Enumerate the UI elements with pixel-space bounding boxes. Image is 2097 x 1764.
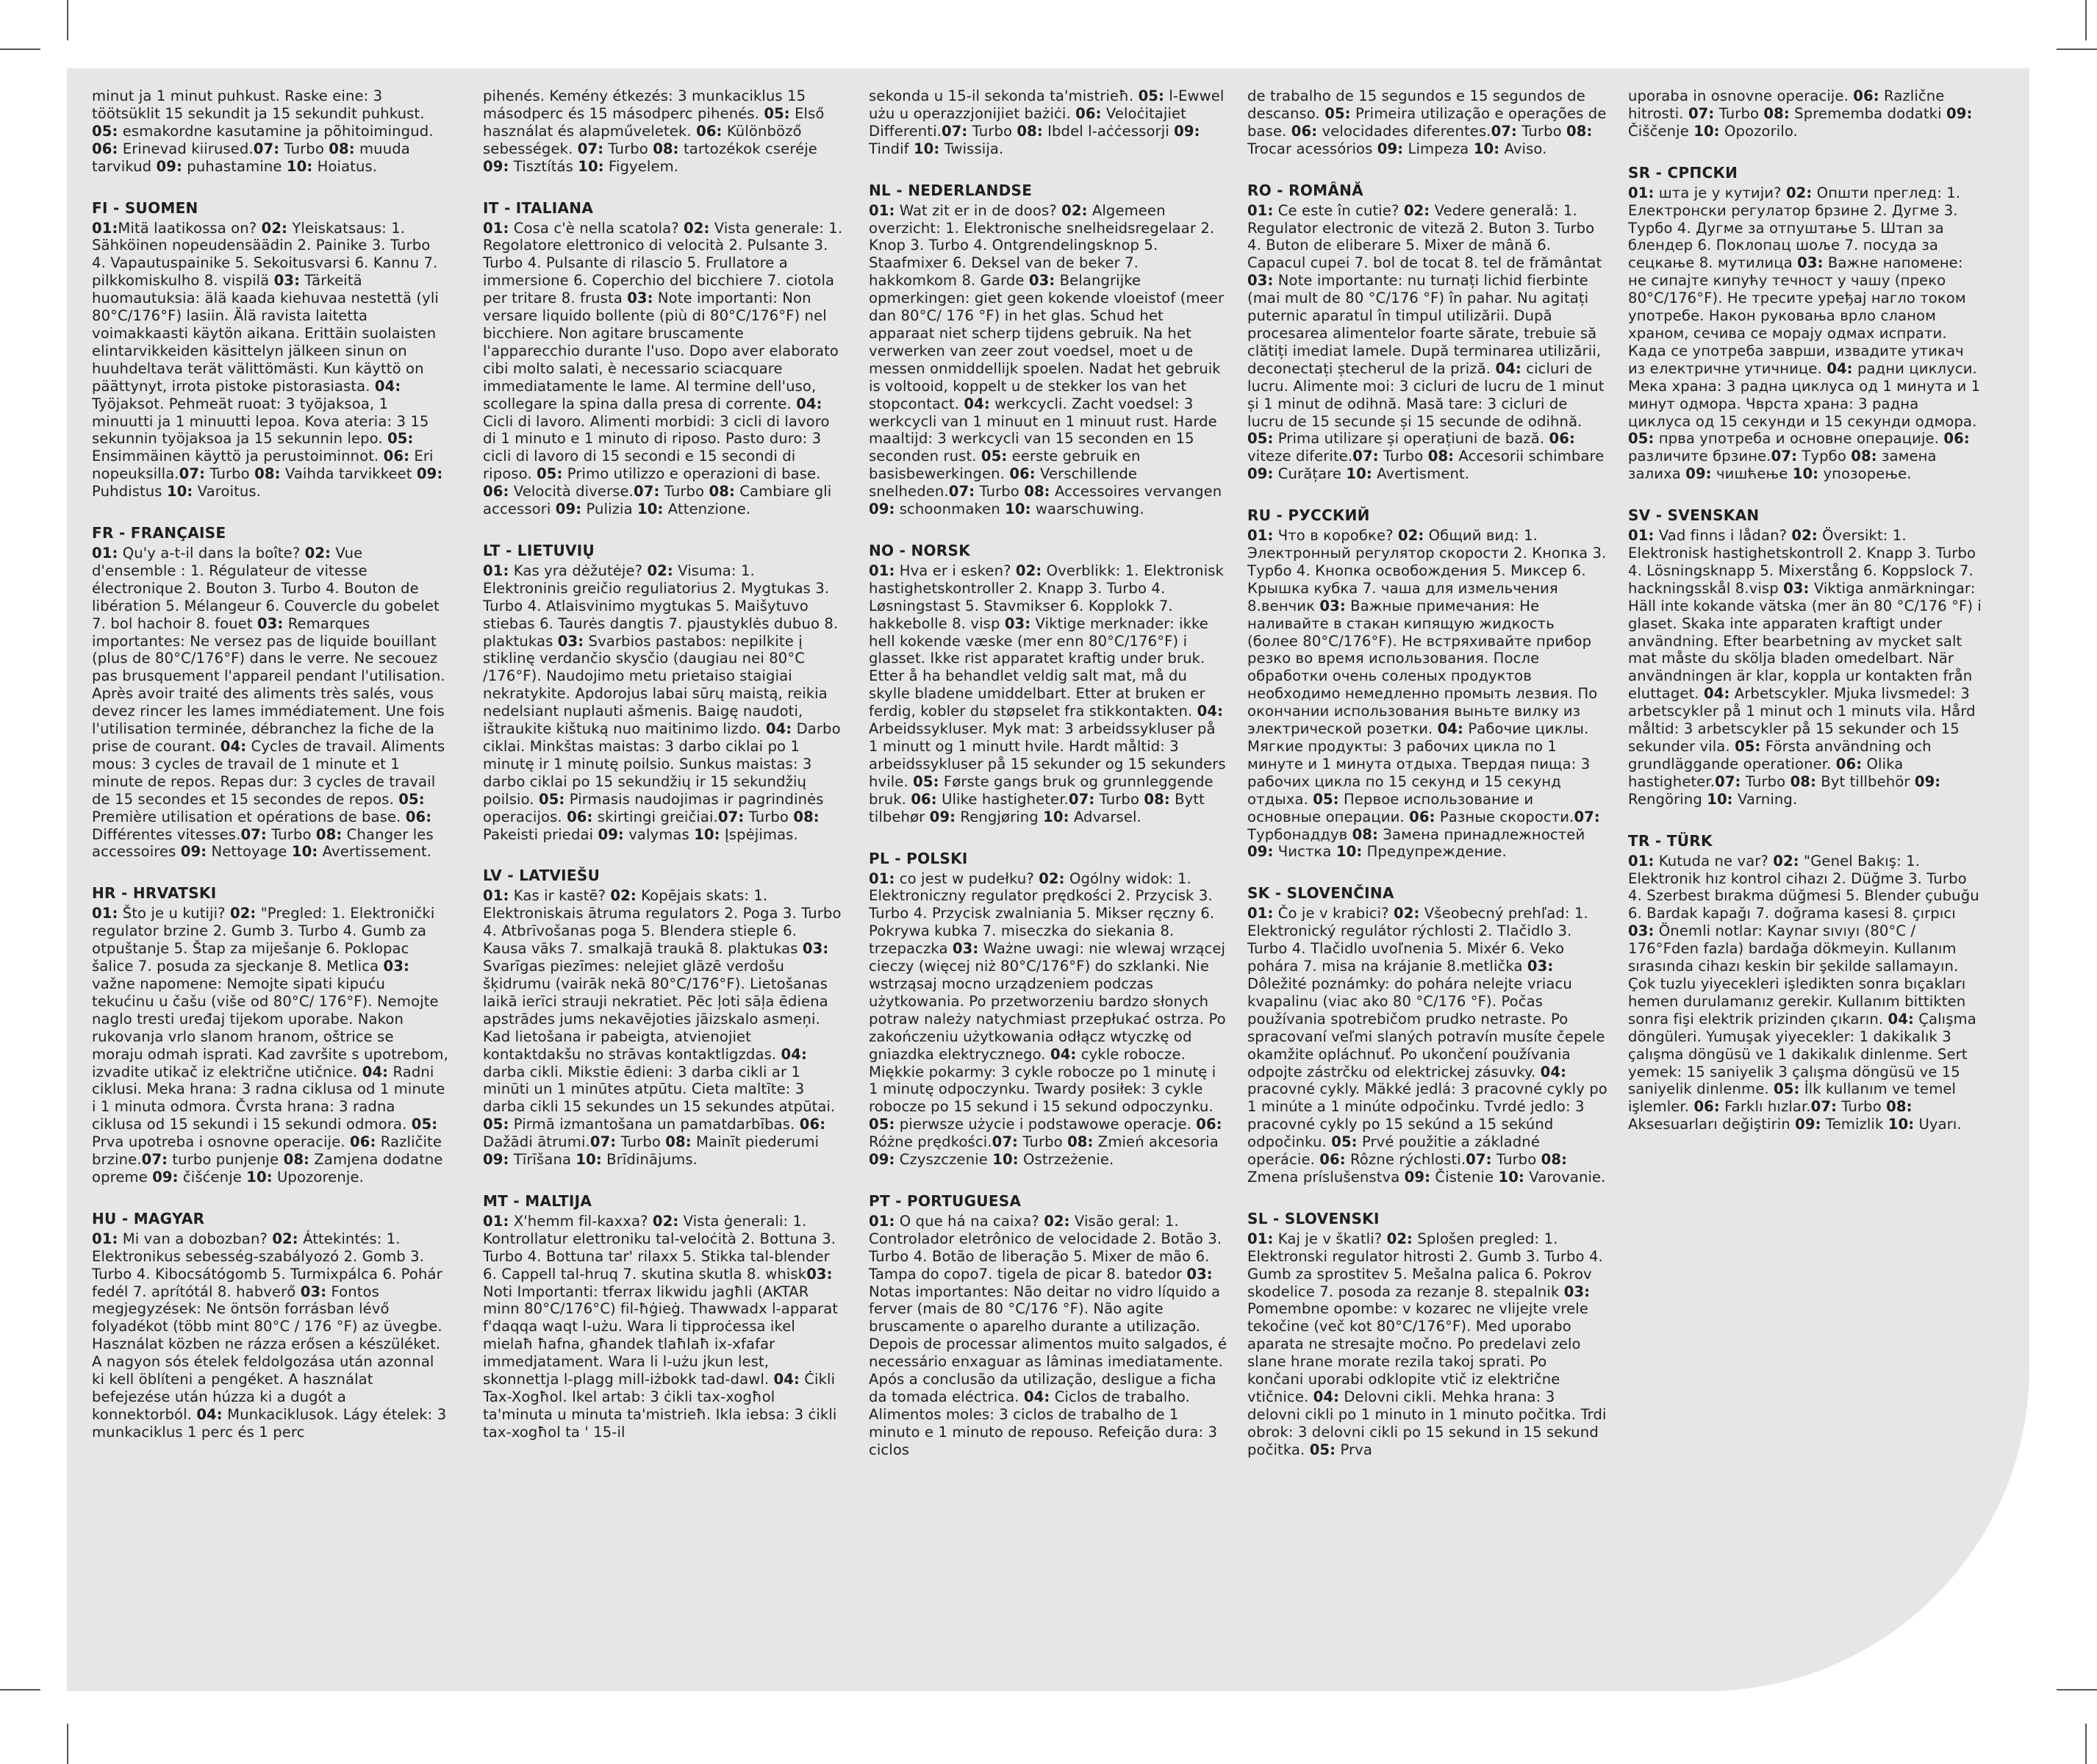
item-number: 06: [1409, 808, 1435, 825]
item-number: 07: [1352, 448, 1379, 465]
item-number: 10: [1473, 140, 1500, 157]
item-number: 01: [1628, 852, 1655, 870]
item-number: 08: [1067, 1133, 1094, 1151]
item-number: 04: [781, 1045, 807, 1063]
item-number: 05: [913, 772, 939, 790]
item-number: 07: [941, 122, 968, 140]
item-number: 09: [555, 501, 582, 518]
language-section [869, 182, 1229, 518]
item-number: 04: [362, 1063, 389, 1080]
item-number: 04: [1313, 1388, 1340, 1405]
item-number: 03: [1783, 579, 1810, 597]
section-text: pihenés. Kemény étkezés: 3 munkaciklus 15 másodperc és 15 másodperc pihenés. 05: Első használat és alapműveletek. 06: Különböző sebességek. 07: Turbo 08: tartozékok cseréje 09: Tisztítás 10: Figyelem. [483, 87, 825, 175]
item-number: 06: [1853, 87, 1879, 104]
language-section [1247, 506, 1607, 861]
language-section [1247, 182, 1607, 484]
language-heading: SV - SVENSKAN [1628, 506, 1760, 525]
language-heading: HR - HRVATSKI [92, 884, 217, 903]
item-number: 04: [1888, 1010, 1914, 1028]
item-number: 09: [598, 825, 624, 843]
section-text: 01: Что в коробке? 02: Общий вид: 1. Электронный регулятор скорости 2. Кнопка 3. Турбо 4. Кнопка освобождения 5. Миксер 6. Крышка кубка 7. чаша для измельчения 8.венчик 03: Важные примечания: Не наливайте в стакан кипящую жидкость (более 80°C/176°F). Не встряхивайте прибор резко во время использования. После обработки очень соленых продуктов необходимо немедленно промыть лезвия. По окончании использования выньте вилку из электрической розетки. 04: Рабочие циклы. Мягкие продукты: 3 рабочих цикла по 1 минуте и 1 минута отдыха. Твердая пища: 3 рабочих цикла по 15 секунд и 15 секунд отдыха. 05: Первое использование и основные операции. 06: Разные скорости.07: Турбонаддув 08: Замена принадлежностей 09: Чистка 10: Предупреждение. [1247, 527, 1607, 861]
item-number: 05: [1309, 1441, 1336, 1458]
item-number: 02: [1061, 201, 1088, 219]
language-section [92, 199, 448, 501]
section-text: 01: Vad finns i lådan? 02: Översikt: 1. Elektronisk hastighetskontroll 2. Knapp 3. Turbo 4. Lösningsknapp 5. Mixerstång 6. Koppslock 7. hackningsskål 8.visp 03: Viktiga anmärkningar: Häll inte kokande vätska (mer än 80 °C/176 °F) i glaset. Skaka inte apparaten kraftigt under användning. Efter bearbetning av mycket salt mat måste du skölja bladen omedelbart. När användningen är klar, koppla ur kontakten från eluttaget. 04: Arbetscykler. Mjuka livsmedel: 3 arbetscykler på 1 minut och 1 minuts vila. Hård måltid: 3 arbetscykler på 15 sekunder och 15 sekunder vila. 05: Första användning och grundläggande operationer. 06: Olika hastigheter.07: Turbo 08: Byt tillbehör 09: Rengöring 10: Varning. [1628, 527, 1982, 808]
item-number: 08: [1017, 122, 1043, 140]
item-number: 04: [1827, 359, 1853, 377]
language-heading: SL - SLOVENSKI [1247, 1209, 1380, 1227]
section-text: 01: Kas ir kastē? 02: Kopējais skats: 1. Elektroniskais ātruma regulators 2. Poga 3. Turbo 4. Atbrīvošanas poga 5. Blendera stieple 6. Kausa vāks 7. smalkajā traukā 8. plaktukas 03: Svarīgas piezīmes: nelejiet glāzē verdošu šķidrumu (vairāk nekā 80°C/176°F). Lietošanas laikā ierīci strauji nekratiet. Pēc ļoti sāļa ēdiena apstrādes jums nekavējoties jāizskalo asmeņi. Kad lietošana ir pabeigta, atvienojiet kontaktdakšu no strāvas kontaktligzdas. 04: darba cikli. Mikstie ēdieni: 3 darba cikli ar 1 minūti un 1 minūtes atpūtu. Cieta maltīte: 3 darba cikli 15 sekundes un 15 sekundes atpūtai. 05: Pirmā izmantošana un pamatdarbības. 06: Dažādi ātrumi.07: Turbo 08: Mainīt piederumi 09: Tīrīšana 10: Brīdinājums. [483, 887, 842, 1169]
language-heading: PT - PORTUGUESA [869, 1191, 1022, 1210]
item-number: 04: [1023, 1388, 1050, 1405]
item-number: 09: [1174, 122, 1200, 140]
item-number: 08: [665, 1133, 692, 1151]
language-section [869, 850, 1229, 1169]
section-text: 01:Mitä laatikossa on? 02: Yleiskatsaus: 1. Sähköinen nopeudensäädin 2. Painike 3. Turbo 4. Vapautuspainike 5. Sekoitusvarsi 6. Kannu 7. pilkkomiskulho 8. vispilä 03: Tärkeitä huomautuksia: älä kaada kiehuvaa nestettä (yli 80°C/176°F) lasiin. Älä ravista laitetta voimakkaasti käytön aikana. Erittäin suolaisten elintarvikkeiden käsittelyn jälkeen sinun on huuhdeltava terät välittömästi. Kun käyttö on päättynyt, irrota pistoke pistorasiasta. 04: Työjaksot. Pehmeät ruoat: 3 työjaksoa, 1 minuutti ja 1 minuutti lepoa. Kova ateria: 3 15 sekunnin työjaksoa ja 15 sekunnin lepo. 05: Ensimmäinen käyttö ja perustoiminnot. 06: Eri nopeuksilla.07: Turbo 08: Vaihda tarvikkeet 09: Puhdistus 10: Varoitus. [92, 219, 443, 501]
item-number: 07: [1810, 1098, 1838, 1116]
item-number: 03: [273, 272, 301, 290]
item-number: 03: [557, 632, 584, 650]
item-number: 05: [1313, 790, 1339, 808]
item-number: 03: [1628, 922, 1655, 940]
language-heading: MT - MALTIJA [483, 1191, 592, 1210]
language-section [1247, 884, 1607, 1186]
item-number: 01: [869, 1212, 895, 1230]
item-number: 07: [1688, 104, 1715, 122]
item-number: 08: [254, 465, 281, 483]
item-number: 06: [350, 1133, 376, 1151]
item-number: 08: [315, 825, 343, 843]
item-number: 04: [1540, 1063, 1567, 1080]
language-section [1247, 1210, 1607, 1459]
language-section [483, 199, 843, 518]
item-number: 06: [1196, 1116, 1222, 1133]
item-number: 06: [1549, 430, 1575, 448]
item-number: 07: [1491, 122, 1517, 140]
item-number: 01: [92, 1230, 118, 1247]
item-number: 04: [1050, 1045, 1077, 1063]
item-number: 02: [610, 887, 637, 905]
crop-mark [0, 1689, 40, 1690]
item-number: 09: [156, 157, 182, 175]
item-number: 06: [696, 122, 723, 140]
language-heading: LV - LATVIEŠU [483, 867, 601, 885]
item-number: 10: [1693, 122, 1720, 140]
section-text: 01: Kas yra dėžutėje? 02: Visuma: 1. Elektroninis greičio reguliatorius 2. Mygtukas 3. Turbo 4. Atlaisvinimo mygtukas 5. Maišytuvo stiebas 6. Taurės dangtis 7. pjaustyklės dubuo 8. plaktukas 03: Svarbios pastabos: nepilkite į stiklinę verdančio skysčio (daugiau nei 80°C /176°F). Naudojimo metu prietaiso staigiai nekratykite. Apdorojus labai sūrų maistą, reikia nedelsiant nuplauti ašmenis. Baigę naudoti, ištraukite kištuką nuo maitinimo lizdo. 04: Darbo ciklai. Minkštas maistas: 3 darbo ciklai po 1 minutę ir 1 minutę poilsio. Sunkus maistas: 3 darbo ciklai po 15 sekundžių ir 15 sekundžių poilsio. 05: Pirmasis naudojimas ir pagrindinės operacijos. 06: skirtingi greičiai.07: Turbo 08: Pakeisti priedai 09: valymas 10: Įspėjimas. [483, 562, 841, 843]
item-number: 10: [578, 157, 604, 175]
language-heading: FR - FRANÇAISE [92, 524, 226, 542]
item-number: 09: [1404, 1168, 1431, 1186]
item-number: 08: [1427, 448, 1455, 465]
language-section [1628, 164, 1985, 483]
item-number: 07: [1574, 808, 1600, 825]
item-number: 06: [1009, 465, 1036, 483]
item-number: 06: [92, 140, 118, 157]
item-number: 10: [637, 501, 664, 518]
item-number: 08: [793, 808, 820, 825]
item-number: 10: [1498, 1168, 1524, 1186]
section-text: 01: Čo je v krabici? 02: Všeobecný prehľad: 1. Elektronický regulátor rýchlosti 2. Tlačidlo 3. Turbo 4. Tlačidlo uvoľnenia 5. Mixér 6. Veko pohára 7. misa na krájanie 8.metlička 03: Dôležité poznámky: do pohára nelejte vriacu kvapalinu (viac ako 80 °C/176 °F). Počas používania spotrebičom prudko netraste. Po spracovaní veľmi slaných potravín musíte čepele okamžite opláchnuť. Po ukončení používania odpojte zástrčku od elektrickej zásuvky. 04: pracovné cykly. Mäkké jedlá: 3 pracovné cykly po 1 minúte a 1 minúte odpočinku. Tvrdé jedlo: 3 pracovné cykly po 15 sekúnd a 15 sekúnd odpočinku. 05: Prvé použitie a základné operácie. 06: Rôzne rýchlosti.07: Turbo 08: Zmena príslušenstva 09: Čistenie 10: Varovanie. [1247, 905, 1607, 1186]
item-number: 02: [1394, 905, 1420, 922]
item-number: 01: [483, 887, 509, 905]
item-number: 02: [1044, 1212, 1070, 1230]
item-number: 01: [1247, 527, 1274, 545]
language-section [869, 87, 1229, 158]
item-number: 06: [799, 1116, 826, 1133]
item-number: 02: [1773, 852, 1799, 870]
text-column [869, 87, 1229, 1482]
item-number: 05: [981, 448, 1008, 465]
item-number: 02: [652, 1212, 679, 1230]
item-number: 05: [398, 790, 425, 808]
item-number: 01: [869, 562, 895, 579]
item-number: 01: [1247, 905, 1274, 922]
item-number: 03: [257, 614, 284, 632]
item-number: 04: [220, 738, 247, 755]
item-number: 07: [948, 483, 975, 501]
item-number: 07: [577, 140, 604, 157]
item-number: 09: [152, 1168, 179, 1186]
item-number: 04: [796, 395, 822, 412]
item-number: 02: [1386, 1230, 1413, 1247]
item-number: 01: [483, 1212, 509, 1230]
item-number: 02: [229, 905, 257, 922]
item-number: 04: [1704, 685, 1730, 703]
item-number: 02: [684, 219, 710, 237]
item-number: 09: [483, 157, 509, 175]
item-number: 05: [92, 122, 118, 140]
item-number: 05: [764, 104, 790, 122]
item-number: 09: [1685, 465, 1712, 483]
item-number: 06: [383, 448, 410, 465]
item-number: 10: [1336, 843, 1363, 861]
section-text: 01: Mi van a dobozban? 02: Áttekintés: 1. Elektronikus sebesség-szabályozó 2. Gomb 3. Turbo 4. Kibocsátógomb 5. Turmixpálca 6. Pohár fedél 7. aprítótál 8. habverő 03: Fontos megjegyzések: Ne öntsön forrásban lévő folyadékot (több mint 80°C / 176 °F) az üvegbe. Használat közben ne rázza erősen a készüléket. A nagyon sós ételek feldolgozása után azonnal ki kell öblíteni a pengéket. A használat befejezése után húzza ki a dugót a konnektorból. 04: Munkaciklusok. Lágy ételek: 3 munkaciklus 1 perc és 1 perc [92, 1230, 447, 1441]
item-number: 06: [1075, 104, 1102, 122]
language-heading: SK - SLOVENČINA [1247, 884, 1394, 903]
item-number: 07: [1715, 772, 1741, 790]
item-number: 05: [869, 1116, 895, 1133]
item-number: 10: [286, 157, 313, 175]
item-number: 10: [576, 1151, 602, 1169]
crop-mark [2057, 1689, 2097, 1690]
item-number: 10: [1792, 465, 1819, 483]
item-number: 05: [1138, 87, 1164, 104]
item-number: 10: [1005, 501, 1031, 518]
item-number: 04: [1197, 703, 1224, 720]
item-number: 05: [483, 1116, 509, 1133]
crop-mark [67, 1724, 68, 1764]
item-number: 03: [1527, 958, 1554, 975]
item-number: 03: [1563, 1283, 1591, 1300]
item-number: 10: [694, 825, 720, 843]
section-text: minut ja 1 minut puhkust. Raske eine: 3 töötsüklit 15 sekundit ja 15 sekundit puhkust. 05: esmakordne kasutamine ja põhitoimingud. 06: Erinevad kiirused.07: Turbo 08: muuda tarvikud 09: puhastamine 10: Hoiatus. [92, 87, 434, 175]
item-number: 03: [802, 940, 829, 958]
language-section [483, 542, 843, 844]
item-number: 06: [1291, 122, 1318, 140]
item-number: 01: [483, 219, 509, 237]
item-number: 08: [1352, 825, 1378, 843]
item-number: 05: [1774, 1080, 1800, 1098]
item-number: 09: [1377, 140, 1404, 157]
item-number: 02: [261, 219, 287, 237]
item-number: 06: [1835, 755, 1863, 772]
section-text: 01: Wat zit er in de doos? 02: Algemeen overzicht: 1. Elektronische snelheidsregelaar 2. Knop 3. Turbo 4. Ontgrendelingsknop 5. Staafmixer 6. Deksel van de beker 7. hakkomkom 8. Garde 03: Belangrijke opmerkingen: giet geen kokende vloeistof (meer dan 80°C/ 176 °F) in het glas. Schud het apparaat niet scherp tijdens gebruik. Na het verwerken van zeer zout voedsel, moet u de messen onmiddellijk spoelen. Nadat het gebruik is voltooid, koppelt u de stekker los van het stopcontact. 04: werkcycli. Zacht voedsel: 3 werkcycli van 1 minuut en 1 minuut rust. Harde maaltijd: 3 werkcycli van 15 seconden en 15 seconden rust. 05: eerste gebruik en basisbewerkingen. 06: Verschillende snelheden.07: Turbo 08: Accessoires vervangen 09: schoonmaken 10: waarschuwing. [869, 201, 1225, 518]
item-number: 06: [1943, 430, 1970, 448]
item-number: 06: [483, 483, 509, 501]
item-number: 09: [1946, 104, 1973, 122]
language-heading: NL - NEDERLANDSE [869, 181, 1033, 199]
item-number: 07: [141, 1151, 168, 1169]
item-number: 09: [869, 1151, 895, 1169]
item-number: 06: [1319, 1151, 1346, 1169]
language-section [1628, 832, 1985, 1134]
section-text: 01: шта је у кутији? 02: Општи преглед: 1. Електронски регулатор брзине 2. Дугме 3. Турбо 4. Дугме за отпуштање 5. Штап за блендер 6. Поклопац шоље 7. посуда за сецкање 8. мутилица 03: Важне напомене: не сипајте кипућу течност у чашу (преко 80°C/176°F). Не тресите уређај нагло током употребе. Након руковања врло сланом храном, сечива се морају одмах испрати. Када се употреба заврши, извадите утикач из електричне утичнице. 04: радни циклуси. Мека храна: 3 радна циклуса од 1 минута и 1 минут одмора. Чврста храна: 3 радна циклуса од 15 секунди и 15 секунди одмора. 05: прва употреба и основне операције. 06: различите брзине.07: Турбо 08: замена залиха 09: чишћење 10: упозорење. [1628, 184, 1981, 483]
item-number: 10: [166, 483, 193, 501]
item-number: 04: [964, 395, 990, 412]
item-number: 09: [483, 1151, 509, 1169]
crop-mark [2085, 0, 2087, 40]
item-number: 03: [1028, 272, 1055, 290]
section-text: 01: Qu'y a-t-il dans la boîte? 02: Vue d'ensemble : 1. Régulateur de vitesse électronique 2. Bouton 3. Turbo 4. Bouton de libération 5. Mélangeur 6. Couvercle du gobelet 7. bol hachoir 8. fouet 03: Remarques importantes: Ne versez pas de liquide bouillant (plus de 80°C/176°F) dans le verre. Ne secouez pas brusquement l'appareil pendant l'utilisation. Après avoir traité des aliments très salés, vous devez rincer les lames immédiatement. Une fois l'utilisation terminée, débranchez la fiche de la prise de courant. 04: Cycles de travail. Aliments mous: 3 cycles de travail de 1 minute et 1 minute de repos. Repas dur: 3 cycles de travail de 15 secondes et 15 secondes de repos. 05: Première utilisation et opérations de base. 06: Différentes vitesses.07: Turbo 08: Changer les accessoires 09: Nettoyage 10: Avertissement. [92, 545, 445, 861]
section-text: sekonda u 15-il sekonda ta'mistrieħ. 05: l-Ewwel użu u operazzjonijiet bażiċi. 06: Veloċitajiet Differenti.07: Turbo 08: Ibdel l-aċċessorji 09: Tindif 10: Twissija. [869, 87, 1225, 157]
item-number: 09: [1247, 843, 1274, 861]
item-number: 05: [387, 430, 414, 448]
item-number: 03: [806, 1265, 833, 1283]
language-section [92, 884, 448, 1186]
language-section [869, 1192, 1229, 1459]
language-section [1628, 506, 1985, 808]
item-number: 04: [1437, 720, 1463, 738]
section-text: 01: co jest w pudełku? 02: Ogólny widok: 1. Elektroniczny regulator prędkości 2. Przycisk 3. Turbo 4. Przycisk zwalniania 5. Mikser ręczny 6. Pokrywa kubka 7. miseczka do siekania 8. trzepaczka 03: Ważne uwagi: nie wlewaj wrzącej cieczy (więcej niż 80°C/176°F) do szklanki. Nie wstrząsaj mocno urządzeniem podczas użytkowania. Po przetworzeniu bardzo słonych potraw należy natychmiast przepłukać ostrza. Po zakończeniu użytkowania odłącz wtyczkę od gniazdka elektrycznego. 04: cykle robocze. Miękkie pokarmy: 3 cykle robocze po 1 minutę i 1 minutę odpoczynku. Twardy posiłek: 3 cykle robocze po 15 sekund i 15 sekund odpoczynku. 05: pierwsze użycie i podstawowe operacje. 06: Różne prędkości.07: Turbo 08: Zmień akcesoria 09: Czyszczenie 10: Ostrzeżenie. [869, 870, 1226, 1169]
item-number: 02: [1397, 527, 1424, 545]
item-number: 07: [634, 483, 660, 501]
item-number: 09: [1914, 772, 1941, 790]
section-text: uporaba in osnovne operacije. 06: Različne hitrosti. 07: Turbo 08: Sprememba dodatki 09: Čiščenje 10: Opozorilo. [1628, 87, 1973, 140]
item-number: 08: [709, 483, 735, 501]
item-number: 08: [329, 140, 355, 157]
item-number: 02: [1785, 184, 1813, 201]
item-number: 09: [929, 808, 956, 825]
item-number: 09: [1795, 1116, 1821, 1133]
section-text: de trabalho de 15 segundos e 15 segundos de descanso. 05: Primeira utilização e operações de base. 06: velocidades diferentes.07: Turbo 08: Trocar acessórios 09: Limpeza 10: Aviso. [1247, 87, 1607, 157]
language-heading: PL - POLSKI [869, 849, 968, 867]
item-number: 08: [1024, 483, 1050, 501]
text-column [92, 87, 448, 1465]
item-number: 07: [179, 465, 206, 483]
item-number: 03: [952, 940, 979, 958]
item-number: 05: [411, 1116, 438, 1133]
item-number: 08: [1886, 1098, 1913, 1116]
item-number: 08: [1541, 1151, 1568, 1169]
item-number: 07: [1771, 448, 1798, 465]
item-number: 10: [1043, 808, 1069, 825]
language-section [869, 542, 1229, 826]
language-heading: HU - MAGYAR [92, 1209, 205, 1227]
item-number: 02: [304, 545, 331, 562]
item-number: 01: [92, 545, 118, 562]
language-heading: RO - ROMÂNĂ [1247, 181, 1363, 199]
item-number: 05: [537, 465, 563, 483]
language-section [92, 87, 448, 176]
item-number: 03: [1247, 272, 1274, 290]
item-number: 01: [869, 201, 895, 219]
text-column [1247, 87, 1607, 1482]
item-number: 10: [913, 140, 940, 157]
language-section [92, 1210, 448, 1441]
language-section [483, 87, 843, 176]
section-text: 01: Ce este în cutie? 02: Vedere generală: 1. Regulator electronic de viteză 2. Buton 3. Turbo 4. Buton de eliberare 5. Mixer de mână 6. Capacul cupei 7. bol de tocat 8. tel de frământat 03: Note importante: nu turnați lichid fierbinte (mai mult de 80 °C/176 °F) în pahar. Nu agitați puternic aparatul în timpul utilizării. După procesarea alimentelor foarte sărate, trebuie să clătiți imediat lamele. După terminarea utilizării, deconectați ștecherul de la priză. 04: cicluri de lucru. Alimente moi: 3 cicluri de lucru de 1 minut și 1 minut de odihnă. Masă tare: 3 cicluri de lucru de 15 secunde și 15 secunde de odihnă. 05: Prima utilizare și operațiuni de bază. 06: viteze diferite.07: Turbo 08: Accesorii schimbare 09: Curățare 10: Avertisment. [1247, 201, 1605, 483]
item-number: 01: [92, 219, 118, 237]
item-number: 06: [567, 808, 593, 825]
item-number: 08: [283, 1151, 309, 1169]
section-text: 01: X'hemm fil-kaxxa? 02: Vista ġenerali: 1. Kontrollatur elettroniku tal-veloċità 2. Bottuna 3. Turbo 4. Bottuna tar' rilaxx 5. Stikka tal-blender 6. Cappell tal-hruq 7. skutina skutla 8. whisk03: Noti Importanti: tferrax likwidu jagħli (AKTAR minn 80°C/176°C) fil-ħġieġ. Thawwadx l-apparat f'daqqa waqt l-użu. Wara li tipproċessa ikel mielaħ ħafna, għandek tlaħlaħ ix-xfafar immedjatament. Wara li l-użu jkun lest, skonnettja l-plagg mill-iżbokk tad-dawl. 04: Ċikli Tax-Xogħol. Ikel artab: 3 ċikli tax-xogħol ta'minuta u minuta ta'mistrieħ. Ikla iebsa: 3 ċikli tax-xogħol ta ' 15-il [483, 1212, 839, 1441]
item-number: 07: [589, 1133, 617, 1151]
item-number: 02: [647, 562, 673, 579]
language-heading: LT - LIETUVIŲ [483, 541, 595, 559]
item-number: 05: [538, 790, 565, 808]
item-number: 05: [1628, 430, 1655, 448]
item-number: 10: [1346, 465, 1372, 483]
item-number: 04: [196, 1405, 223, 1423]
item-number: 03: [1004, 614, 1031, 632]
item-number: 10: [992, 1151, 1019, 1169]
language-section [483, 1192, 843, 1441]
item-number: 01: [1247, 1230, 1274, 1247]
item-number: 01: [869, 870, 895, 887]
item-number: 07: [1466, 1151, 1492, 1169]
section-text: 01: Što je u kutiji? 02: "Pregled: 1. Elektronički regulator brzine 2. Gumb 3. Turbo 4. Gumb za otpuštanje 5. Štap za miješanje 6. Poklopac šalice 7. posuda za sjeckanje 8. Metlica 03: važne napomene: Nemojte sipati kipuću tekućinu u čašu (više od 80°C/ 176°F). Nemojte naglo tresti uređaj tijekom uporabe. Nakon rukovanja vrlo slanom hranom, oštrice se moraju odmah isprati. Kad završite s upotrebom, izvadite utikač iz električne utičnice. 04: Radni ciklusi. Meka hrana: 3 radna ciklusa od 1 minute i 1 minuta odmora. Čvrsta hrana: 3 radna ciklusa od 15 sekundi i 15 sekundi odmora. 05: Prva upotreba i osnovne operacije. 06: Različite brzine.07: turbo punjenje 08: Zamjena dodatne opreme 09: čišćenje 10: Upozorenje. [92, 905, 448, 1186]
item-number: 05: [1247, 430, 1274, 448]
section-text: 01: Cosa c'è nella scatola? 02: Vista generale: 1. Regolatore elettronico di velocità 2. Pulsante 3. Turbo 4. Pulsante di rilascio 5. Frullatore a immersione 6. Coperchio del bicchiere 7. ciotola per tritare 8. frusta 03: Note importanti: Non versare liquido bollente (più di 80°C/176°F) nel bicchiere. Non agitare bruscamente l'apparecchio durante l'uso. Dopo aver elaborato cibi molto salati, è necessario sciacquare immediatamente le lame. Al termine dell'uso, scollegare la spina dalla presa di corrente. 04: Cicli di lavoro. Alimenti morbidi: 3 cicli di lavoro di 1 minuto e 1 minuto di riposo. Pasto duro: 3 cicli di lavoro di 15 secondi e 15 secondi di riposo. 05: Primo utilizzo e operazioni di base. 06: Velocità diverse.07: Turbo 08: Cambiare gli accessori 09: Pulizia 10: Attenzione. [483, 219, 843, 518]
item-number: 07: [1068, 790, 1095, 808]
item-number: 06: [405, 808, 432, 825]
language-heading: FI - SUOMEN [92, 198, 198, 217]
section-text: 01: Hva er i esken? 02: Overblikk: 1. Elektronisk hastighetskontroller 2. Knapp 3. Turbo 4. Løsningstast 5. Stavmikser 6. Kopplokk 7. hakkebolle 8. visp 03: Viktige merknader: ikke hell kokende væske (mer enn 80°C/176°F) i glasset. Ikke rist apparatet kraftig under bruk. Etter å ha behandlet veldig salt mat, må du skylle bladene umiddelbart. Etter at bruken er ferdig, kobler du støpselet fra stikkontakten. 04: Arbeidssykluser. Myk mat: 3 arbeidssykluser på 1 minutt og 1 minutt hvile. Hardt måltid: 3 arbeidssykluser på 15 sekunder og 15 sekunders hvile. 05: Første gangs bruk og grunnleggende bruk. 06: Ulike hastigheter.07: Turbo 08: Bytt tilbehør 09: Rengjøring 10: Advarsel. [869, 562, 1226, 825]
section-text: 01: O que há na caixa? 02: Visão geral: 1. Controlador eletrônico de velocidade 2. Botão 3. Turbo 4. Botão de liberação 5. Mixer de mão 6. Tampa do copo7. tigela de picar 8. batedor 03: Notas importantes: Não deitar no vidro líquido a ferver (mais de 80 °C/176 °F). Não agite bruscamente o aparelho durante a utilização. Depois de processar alimentos muito salgados, é necessário enxaguar as lâminas imediatamente. Após a conclusão da utilização, desligue a ficha da tomada eléctrica. 04: Ciclos de trabalho. Alimentos moles: 3 ciclos de trabalho de 1 minuto e 1 minuto de repouso. Refeição dura: 3 ciclos [869, 1212, 1227, 1458]
item-number: 05: [1324, 104, 1351, 122]
item-number: 04: [773, 1371, 800, 1388]
language-heading: RU - РУССКИЙ [1247, 506, 1370, 525]
language-heading: NO - NORSK [869, 541, 971, 559]
item-number: 03: [383, 958, 409, 975]
item-number: 09: [180, 843, 207, 861]
item-number: 08: [1144, 790, 1170, 808]
item-number: 10: [1707, 790, 1733, 808]
item-number: 01: [1628, 527, 1655, 545]
item-number: 08: [653, 140, 679, 157]
item-number: 06: [1693, 1098, 1720, 1116]
item-number: 03: [300, 1283, 327, 1300]
item-number: 03: [1797, 254, 1824, 272]
text-column [1628, 87, 1985, 1157]
language-heading: TR - TÜRK [1628, 831, 1713, 850]
item-number: 10: [291, 843, 318, 861]
section-text: 01: Kaj je v škatli? 02: Splošen pregled: 1. Elektronski regulator hitrosti 2. Gumb 3. Turbo 4. Gumb za sprostitev 5. Mešalna palica 6. Pokrov skodelice 7. posoda za rezanje 8. stepalnik 03: Pomembne opombe: v kozarec ne vlijejte vrele tekočine (več kot 80°C/176°F). Med uporabo aparata ne stresajte močno. Po predelavi zelo slane hrane morate rezila takoj sprati. Po končani uporabi odklopite vtič iz električne vtičnice. 04: Delovni cikli. Mehka hrana: 3 delovni cikli po 1 minuto in 1 minuto počitka. Trdi obrok: 3 delovni cikli po 15 sekund in 15 sekund počitka. 05: Prva [1247, 1230, 1607, 1458]
item-number: 03: [1186, 1265, 1213, 1283]
item-number: 04: [1495, 359, 1521, 377]
language-heading: SR - СРПСКИ [1628, 163, 1738, 182]
item-number: 08: [1763, 104, 1790, 122]
language-section [483, 867, 843, 1169]
item-number: 02: [1039, 870, 1065, 887]
item-number: 09: [416, 465, 443, 483]
item-number: 06: [911, 790, 937, 808]
item-number: 08: [1566, 122, 1593, 140]
item-number: 07: [992, 1133, 1018, 1151]
section-text: 01: Kutuda ne var? 02: "Genel Bakış: 1. Elektronik hız kontrol cihazı 2. Düğme 3. Turbo 4. Szerbest bırakma düğmesi 5. Blender çubuğu 6. Bardak kapağı 7. doğrama kasesi 8. çırpıcı 03: Önemli notlar: Kaynar sıvıyı (80°C / 176°Fden fazla) bardağa dökmeyin. Kullanım sırasında cihazı keskin bir şekilde sallamayın. Çok tuzlu yiyecekleri işledikten sonra bıçakları hemen durulamanız gerekir. Kullanım bittikten sonra fişi elektrik prizinden çıkarın. 04: Çalışma döngüleri. Yumuşak yiyecekler: 1 dakikalık 3 çalışma döngüsü ve 1 dakikalık dinlenme. Sert yemek: 15 saniyelik 3 çalışma döngüsü ve 15 saniyelik dinlenme. 05: İlk kullanım ve temel işlemler. 06: Farklı hızlar.07: Turbo 08: Aksesuarları değiştirin 09: Temizlik 10: Uyarı. [1628, 852, 1979, 1133]
item-number: 01: [1628, 184, 1655, 201]
text-column [483, 87, 843, 1465]
item-number: 09: [869, 501, 895, 518]
item-number: 02: [1015, 562, 1042, 579]
language-section [1628, 87, 1985, 140]
item-number: 04: [765, 720, 792, 738]
item-number: 10: [1888, 1116, 1915, 1133]
item-number: 03: [627, 290, 653, 307]
item-number: 01: [1247, 201, 1274, 219]
crop-mark [67, 0, 68, 40]
item-number: 02: [272, 1230, 298, 1247]
item-number: 08: [1790, 772, 1816, 790]
item-number: 08: [1851, 448, 1877, 465]
item-number: 02: [1791, 527, 1818, 545]
item-number: 01: [92, 905, 118, 922]
item-number: 05: [1735, 738, 1761, 755]
item-number: 01: [483, 562, 509, 579]
crop-mark [2057, 49, 2097, 50]
item-number: 07: [240, 825, 267, 843]
item-number: 02: [1403, 201, 1430, 219]
item-number: 07: [253, 140, 280, 157]
language-section [1247, 87, 1607, 158]
crop-mark [0, 49, 40, 50]
language-heading: IT - ITALIANA [483, 198, 594, 217]
item-number: 07: [717, 808, 745, 825]
item-number: 05: [1331, 1133, 1358, 1151]
item-number: 09: [1247, 465, 1274, 483]
crop-mark [2085, 1724, 2087, 1764]
item-number: 04: [374, 377, 401, 395]
item-number: 03: [1319, 597, 1346, 614]
language-section [92, 524, 448, 861]
item-number: 10: [246, 1168, 273, 1186]
